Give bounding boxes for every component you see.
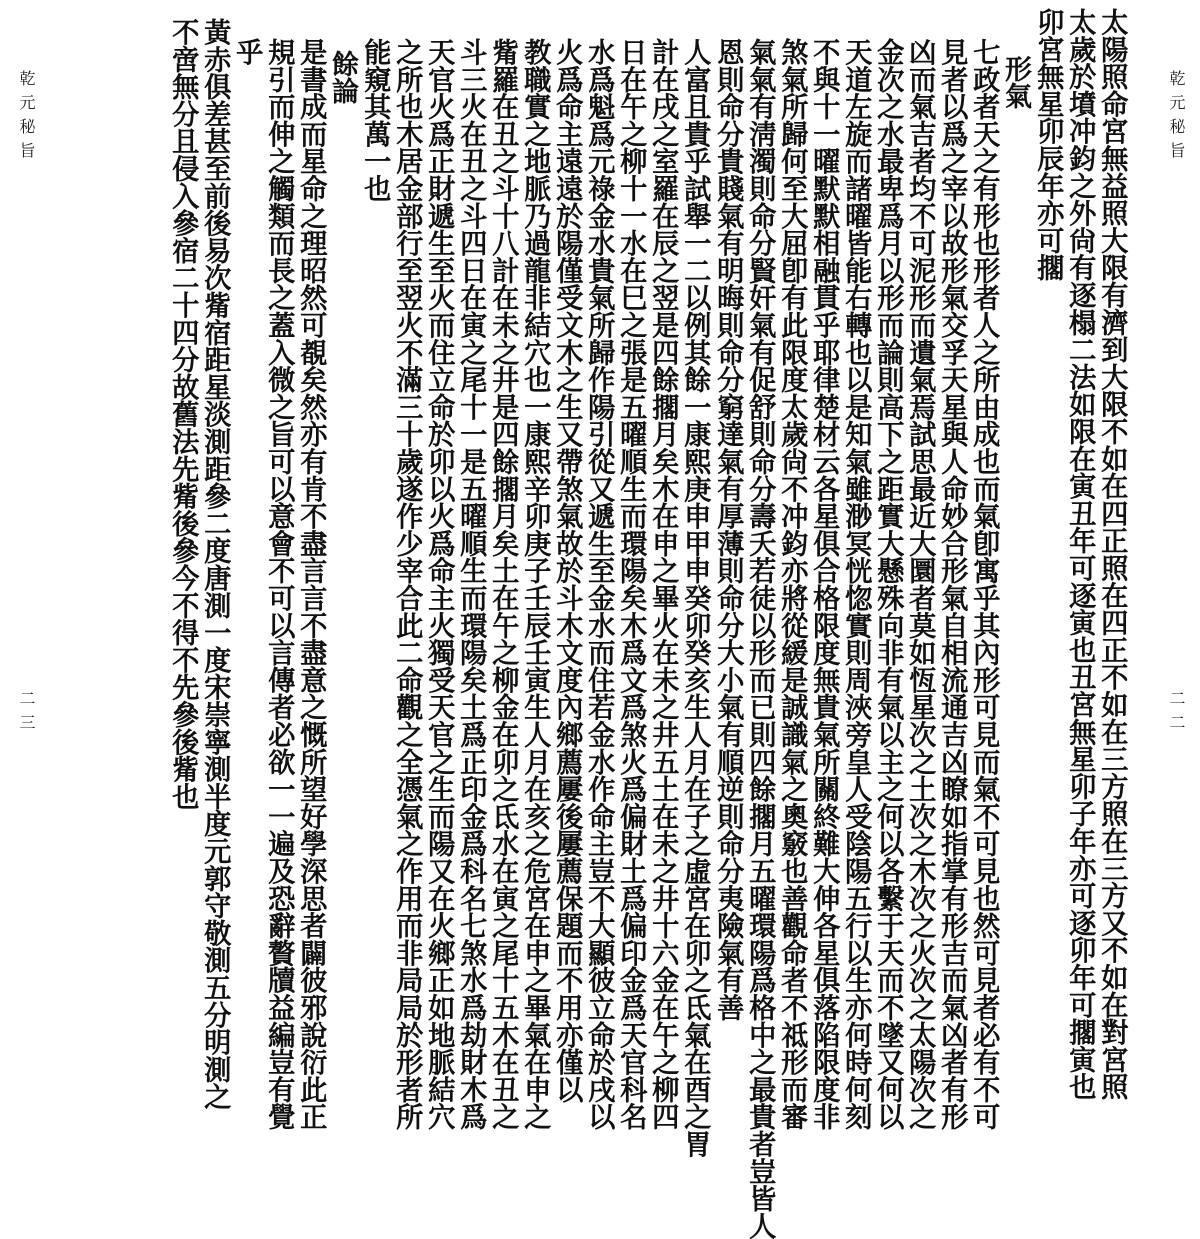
left-page-header: 乾元秘旨 [17,70,36,166]
section-title: 形氣 [1000,55,1031,109]
right-page-number: 二二 [1167,690,1186,738]
text-column: 不啻無分且侵入參宿二十四分故舊法先觜後參今不得不先參後觜也 [167,18,200,810]
right-page-header: 乾元秘旨 [1167,70,1186,166]
text-column: 規引而伸之觸類而長之蓋入微之旨可以意會不可以言傳者必欲一一遍及恐辭贅牘益編豈有覺 [263,38,296,1130]
left-page-number: 二三 [17,690,36,738]
text-column: 見者以爲之宰以故形氣交孚天星與人命妙合形氣自相流通吉凶瞭如指掌有形吉而氣凶者有形 [936,38,969,1130]
text-column: 之所也木居金部行至翌火不滿三十歲遂作少宰合此二命觀之全憑氣之作用而非局局於形者所 [391,38,424,1130]
text-column: 太歲於墳冲鈞之外尙有逐榻二法如限在寅丑年可逐寅也丑宮無星卯子年亦可逐卯年可擱寅也 [1064,8,1097,1100]
text-column: 天道左旋而諸曜皆能右轉也以是知氣雖渺冥恍惚實則周浹旁皇人受陰陽五行以生亦何時何刻 [840,38,873,1130]
text-column: 計在戌之室羅在辰之翌是四餘擱月矣木在申之畢火在未之井五土在未之井十六金在午之柳四 [647,38,680,1130]
text-column: 煞氣所歸何至大屈卽有此限度太歲尙不冲鈞亦將從緩是誠識氣之奧竅也善觀命者不祗形而審 [776,38,809,1130]
text-column: 人富且貴乎試舉一二以例其餘一康熙庚申甲申癸卯癸亥生人月在子之虛宮在卯之氐氣在酉之胃 [679,38,712,1158]
text-column: 乎 [231,38,264,66]
text-column: 卯宮無星卯辰年亦可擱 [1032,8,1065,281]
text-column: 教職實之地脈乃過龍非結穴也一康熙辛卯庚子壬辰壬寅生人月在亥之危宮在申之畢氣在申之 [519,38,552,1130]
text-column: 太陽照命宮無益照大限有濟到大限不如在四正照在四正不如在三方照在三方又不如在對宮照 [1096,8,1129,1100]
text-column: 觜羅在丑之斗十八計在未之井是四餘擱月矣土在午之柳金在卯之氐水在寅之尾十五木在丑之 [487,38,520,1130]
text-column: 凶而氣吉者均不可泥形而遺氣焉試思最近大圜者莫如恆星次之土次之木次之火次之太陽次之 [904,38,937,1130]
text-column: 金次之水最卑爲月以形而論則高下之距實大懸殊向非有氣以主之何以各繫于天而不墜又何以 [872,38,905,1130]
text-column: 日在午之柳十一水在巳之張是五曜順生而環陽矣木爲文爲煞火爲偏財土爲偏印金爲天官科名 [615,38,648,1130]
text-column: 火爲命主遠遠於陽僅受文木之生又帶煞氣故於斗木文度內鄉薦屢後屢薦保題而不用亦僅以 [551,38,584,1103]
text-column: 天官火爲正財遞生至火而住立命於卯以火爲命主火獨受天官之生而陽又在火鄉正如地脈結穴 [423,38,456,1130]
text-column: 不與十一曜默默相融貫乎耶律楚材云各星俱合格限度無貴氣所關終難大伸各星俱落陷限度非 [808,38,841,1130]
text-column: 黃赤俱差甚至前後易次觜宿距星淡測距參二度唐測一度宋崇寧測半度元郭守敬測五分明測之 [199,18,232,1110]
text-column: 七政者天之有形也形者人之所由成也而氣卽寓乎其內形可見而氣不可見也然可見者必有不可 [968,38,1001,1130]
text-column: 斗三火在丑之斗四日在寅之尾十一是五曜順生而環陽矣土爲正印金爲科名七煞水爲劫財木爲 [455,38,488,1130]
text-column: 水爲魁爲元祿金水貴氣所歸作陽引從又遞生至金水而住若金水作命主豈不大顯彼立命於戌以 [583,38,616,1130]
text-column: 恩則命分貴賤氣有明晦則命分窮達氣有厚薄則命分大小氣有順逆則命分夷險氣有善 [712,38,745,1021]
text-column: 氣氣有淸濁則命分賢奸氣有促舒則命分壽夭若徒以形而已則四餘擱月五曜環陽爲格中之最貴者豈皆人 [744,38,777,1239]
section-title: 餘論 [327,50,358,104]
text-column: 能窺其萬一也 [359,38,392,202]
text-column: 是書成而星命之理昭然可覩矣然亦有肯不盡言言不盡意之慨所望好學深思者闢彼邪說衍此正 [295,38,328,1130]
